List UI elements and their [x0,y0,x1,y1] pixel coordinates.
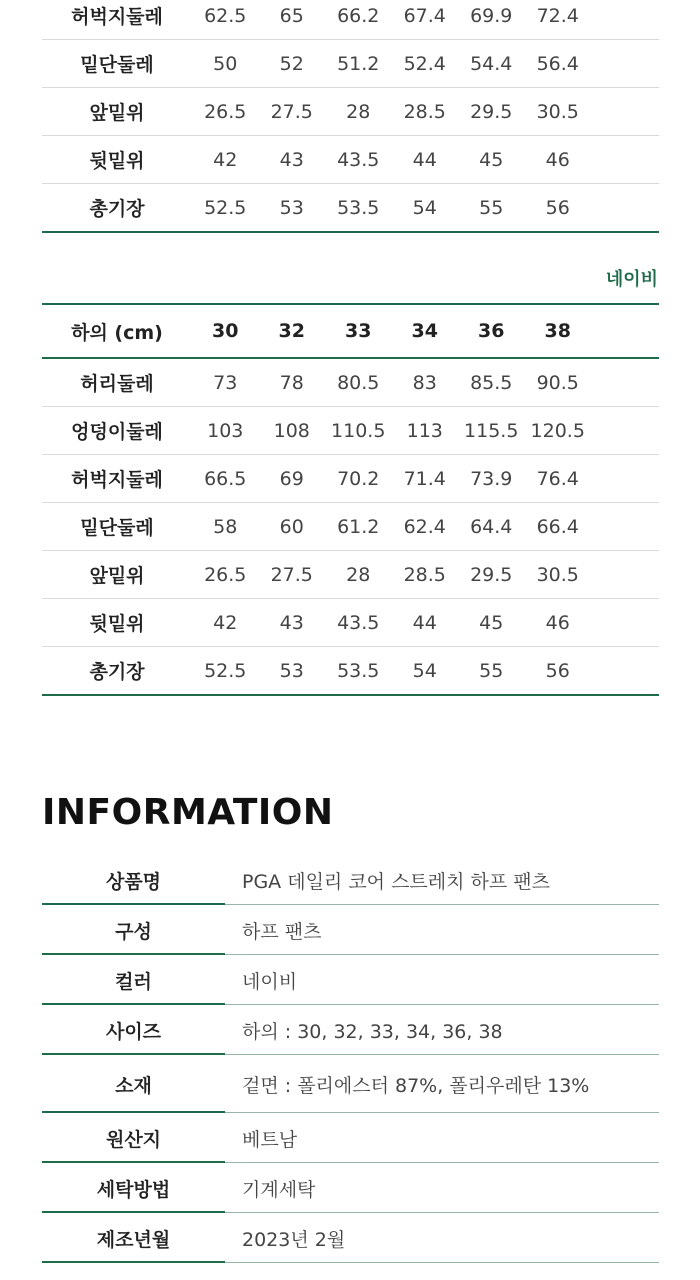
table-cell: 115.5 [464,419,519,442]
row-label: 엉덩이둘레 [71,421,163,443]
table-cell: 43 [279,611,304,634]
table-cell: 64.4 [470,515,513,538]
table-cell: 80.5 [337,371,380,394]
info-key: 구성 [115,920,152,943]
row-label: 밑단둘레 [80,517,154,539]
table-cell: 45 [479,148,504,171]
table-cell: 76.4 [536,467,579,490]
table-row [42,551,659,599]
size-header: 34 [411,320,438,342]
size-header: 36 [478,320,505,342]
table-cell: 28 [346,100,371,123]
table-cell: 120.5 [530,419,585,442]
table-cell: 54 [412,196,437,219]
table-cell: 72.4 [536,4,579,27]
info-value: 겉면 : 폴리에스터 87%, 폴리우레탄 13% [242,1074,590,1097]
table-cell: 56 [545,196,570,219]
row-label: 총기장 [89,661,145,683]
table-row [42,407,659,455]
info-key: 소재 [115,1074,152,1097]
size-table-top [42,0,659,233]
info-key: 세탁방법 [96,1178,171,1201]
table-cell: 85.5 [470,371,513,394]
table-cell: 26.5 [204,563,247,586]
table-cell: 54 [412,659,437,682]
table-cell: 108 [273,419,310,442]
table-row [42,503,659,551]
table-cell: 30.5 [536,100,579,123]
row-label: 밑단둘레 [80,54,154,76]
table-cell: 53 [279,196,304,219]
info-value: 하의 : 30, 32, 33, 34, 36, 38 [242,1020,503,1043]
table-cell: 42 [213,611,238,634]
table-row [42,136,659,184]
table-cell: 71.4 [403,467,446,490]
table-cell: 60 [279,515,304,538]
table-cell: 66.4 [536,515,579,538]
size-table-navy [42,303,659,696]
table-cell: 27.5 [270,100,313,123]
table-row [42,599,659,647]
table-cell: 50 [213,52,238,75]
table-cell: 90.5 [536,371,579,394]
table-row [42,455,659,503]
size-header: 30 [212,320,239,342]
information-title: INFORMATION [42,792,334,833]
info-row [42,1005,659,1055]
info-row [42,1113,659,1163]
table-row [42,647,659,696]
info-key: 사이즈 [105,1020,162,1043]
table-cell: 42 [213,148,238,171]
table-cell: 52 [279,52,304,75]
table-cell: 70.2 [337,467,380,490]
table-cell: 58 [213,515,238,538]
table-cell: 78 [279,371,304,394]
info-value: PGA 데일리 코어 스트레치 하프 팬츠 [242,870,550,893]
table-cell: 66.5 [204,467,247,490]
row-label: 뒷밑위 [89,150,145,172]
table-cell: 45 [479,611,504,634]
info-row [42,1213,659,1263]
table-cell: 52.5 [204,196,247,219]
table-cell: 43.5 [337,611,380,634]
info-row [42,905,659,955]
table-cell: 53.5 [337,196,380,219]
row-label: 허벅지둘레 [71,469,163,491]
table-cell: 44 [412,148,437,171]
table-cell: 43 [279,148,304,171]
info-row [42,1055,659,1113]
info-value: 하프 팬츠 [242,920,322,943]
table-row [42,88,659,136]
table-cell: 55 [479,659,504,682]
table-cell: 62.5 [204,4,247,27]
table-cell: 28.5 [403,563,446,586]
table-cell: 66.2 [337,4,380,27]
table-header-row [42,303,659,359]
table-cell: 73.9 [470,467,513,490]
info-value: 기계세탁 [242,1178,316,1201]
table-cell: 113 [406,419,443,442]
table-cell: 55 [479,196,504,219]
table-cell: 46 [545,148,570,171]
info-value: 베트남 [242,1128,298,1151]
table-cell: 73 [213,371,238,394]
table-cell: 53 [279,659,304,682]
table-cell: 29.5 [470,563,513,586]
table-cell: 43.5 [337,148,380,171]
size-header: 32 [278,320,305,342]
info-key: 원산지 [105,1128,162,1151]
table-row [42,184,659,233]
size-header: 33 [345,320,372,342]
table-cell: 54.4 [470,52,513,75]
table-cell: 83 [412,371,437,394]
table-cell: 69 [279,467,304,490]
table-row [42,0,659,40]
row-label: 총기장 [89,198,145,220]
header-label: 하의 (cm) [71,321,163,344]
row-label: 허리둘레 [80,373,154,395]
table-cell: 26.5 [204,100,247,123]
row-label: 앞밑위 [89,102,145,124]
table-cell: 28 [346,563,371,586]
table-cell: 65 [279,4,304,27]
info-key: 상품명 [105,870,162,893]
table-cell: 62.4 [403,515,446,538]
info-value: 2023년 2월 [242,1228,346,1251]
table-cell: 51.2 [337,52,380,75]
table-cell: 52.5 [204,659,247,682]
information-table [42,855,659,1263]
info-row [42,855,659,905]
info-row [42,1163,659,1213]
table-cell: 29.5 [470,100,513,123]
table-cell: 52.4 [403,52,446,75]
table-cell: 61.2 [337,515,380,538]
size-header: 38 [544,320,571,342]
table-cell: 44 [412,611,437,634]
info-row [42,955,659,1005]
table-cell: 46 [545,611,570,634]
table-cell: 53.5 [337,659,380,682]
row-label: 뒷밑위 [89,613,145,635]
info-key: 컬러 [115,970,152,993]
color-label: 네이비 [605,269,658,290]
table-cell: 69.9 [470,4,513,27]
table-cell: 67.4 [403,4,446,27]
table-cell: 56.4 [536,52,579,75]
info-key: 제조년월 [96,1228,171,1251]
row-label: 허벅지둘레 [71,6,163,28]
table-cell: 30.5 [536,563,579,586]
info-value: 네이비 [242,970,298,993]
table-cell: 28.5 [403,100,446,123]
table-cell: 56 [545,659,570,682]
row-label: 앞밑위 [89,565,145,587]
table-row [42,359,659,407]
table-row [42,40,659,88]
table-cell: 27.5 [270,563,313,586]
table-cell: 103 [207,419,244,442]
table-cell: 110.5 [331,419,386,442]
divider-accent [42,1261,225,1263]
